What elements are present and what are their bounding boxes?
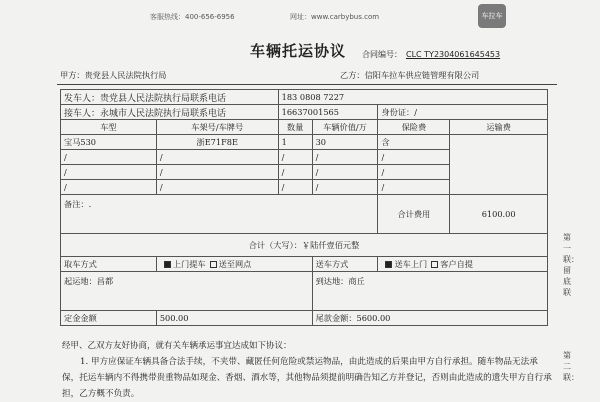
total-upper-label: 合计（大写）：￥ <box>248 239 311 250</box>
table-cell: 宝马530 <box>61 135 157 150</box>
table-cell: / <box>278 165 312 180</box>
top-bar <box>0 6 600 26</box>
table-cell: / <box>312 150 378 165</box>
hotline: 客服热线：400-656-6956 <box>150 13 235 21</box>
column-header-row <box>61 120 548 135</box>
copy-label-first: 第一联：留底联 <box>563 233 579 297</box>
payment-row <box>61 311 548 326</box>
col-header: 车架号/车牌号 <box>156 120 278 135</box>
pickup-option-station: 送至网点 <box>218 258 252 269</box>
pickup-label: 取车方式 <box>61 257 157 272</box>
document-title: 车辆托运协议 <box>250 42 347 60</box>
balance-label: 尾款金额： <box>315 312 357 323</box>
remarks-row <box>61 195 548 234</box>
receiver-name: 永城市人民法院执行局 <box>100 108 191 119</box>
pickup-row <box>61 257 548 272</box>
route-row <box>61 272 548 311</box>
balance: 5600.00 <box>356 312 391 323</box>
col-header: 数量 <box>278 120 312 135</box>
deposit-label: 定金金额 <box>61 311 157 326</box>
sender-row <box>61 90 548 105</box>
pickup-option-door: 上门提车 <box>172 258 206 269</box>
checkbox-checked-icon[interactable] <box>385 261 392 268</box>
delivery-option-self: 客户自提 <box>440 258 473 269</box>
col-header: 车辆价值/万 <box>312 120 378 135</box>
contract-number <box>362 49 504 60</box>
delivery-option-door: 送车上门 <box>394 258 428 269</box>
party-a: 甲方：贵党县人民法院执行局 <box>60 70 167 80</box>
clause-1: 1. 甲方应保证车辆具备合法手续，不夹带、藏匿任何危险或禁运物品，由此造成的后果由甲方自行承担。随车物品无法承保，托运车辆内不得携带贵重物品如现金、香烟、酒水等，其他物品须提前明确告知乙方并登记，否则由此造成的遗失甲方自行承担，乙方概不负责。 <box>62 357 552 399</box>
company-logo: 车拉车 <box>478 4 506 28</box>
col-header: 保险费 <box>378 120 450 135</box>
sender-name: 贵党县人民法院执行局 <box>100 93 191 104</box>
table-cell: / <box>278 150 312 165</box>
table-cell: / <box>156 150 278 165</box>
receiver-phone-label: 联系电话 <box>190 108 227 119</box>
receiver-row <box>61 105 548 120</box>
copy-label-second: 第二联： <box>563 351 579 382</box>
table-cell: 含 <box>378 135 450 150</box>
table-cell: / <box>156 180 278 195</box>
sender-phone-label: 联系电话 <box>190 93 227 104</box>
receiver-phone: 16637001565 <box>278 105 378 120</box>
receiver-id: 身份证：/ <box>378 105 548 120</box>
contract-number-value: CLC TY2304061645453 <box>406 50 501 59</box>
contract-number-label: 合同编号： <box>362 50 402 59</box>
table-cell: / <box>61 180 157 195</box>
delivery-label: 送车方式 <box>312 257 378 272</box>
table-cell: / <box>312 165 378 180</box>
col-header: 车型 <box>61 120 157 135</box>
remarks: 备注：. <box>61 195 378 234</box>
total-upper-row <box>61 234 548 257</box>
party-b: 乙方：信阳车拉车供应链管理有限公司 <box>340 70 480 80</box>
table-row <box>61 135 548 150</box>
table-cell: / <box>378 165 450 180</box>
destination: 商丘 <box>348 276 365 286</box>
total-upper-value: 陆仟壹佰元整 <box>310 239 360 250</box>
table-cell <box>450 135 548 195</box>
table-cell: / <box>278 180 312 195</box>
table-cell: 30 <box>312 135 378 150</box>
origin: 昌都 <box>96 276 114 286</box>
total-fee: 6100.00 <box>450 195 548 234</box>
checkbox-checked-icon[interactable] <box>164 261 171 268</box>
table-cell: / <box>378 150 450 165</box>
origin-label: 起运地： <box>64 276 97 286</box>
table-cell: / <box>312 180 378 195</box>
deposit: 500.00 <box>156 311 312 326</box>
divider <box>57 84 557 85</box>
table-cell: 1 <box>278 135 312 150</box>
col-header: 运输费 <box>450 120 548 135</box>
table-cell: / <box>61 150 157 165</box>
sender-label: 发车人： <box>64 93 101 104</box>
table-cell: 浙E71F8E <box>156 135 278 150</box>
table-cell: / <box>156 165 278 180</box>
agreement-intro: 经甲、乙双方友好协商，就有关车辆承运事宜达成如下协议： <box>62 341 292 351</box>
checkbox-icon[interactable] <box>431 261 438 268</box>
consignment-table <box>60 89 548 326</box>
table-cell: / <box>61 165 157 180</box>
total-fee-label: 合计费用 <box>378 195 450 234</box>
receiver-label: 接车人： <box>64 108 101 119</box>
sender-phone: 183 0808 7227 <box>278 90 547 105</box>
table-cell: / <box>378 180 450 195</box>
destination-label: 到达地： <box>315 276 349 286</box>
website: 网址：www.carbybus.com <box>290 13 380 21</box>
checkbox-icon[interactable] <box>210 261 217 268</box>
